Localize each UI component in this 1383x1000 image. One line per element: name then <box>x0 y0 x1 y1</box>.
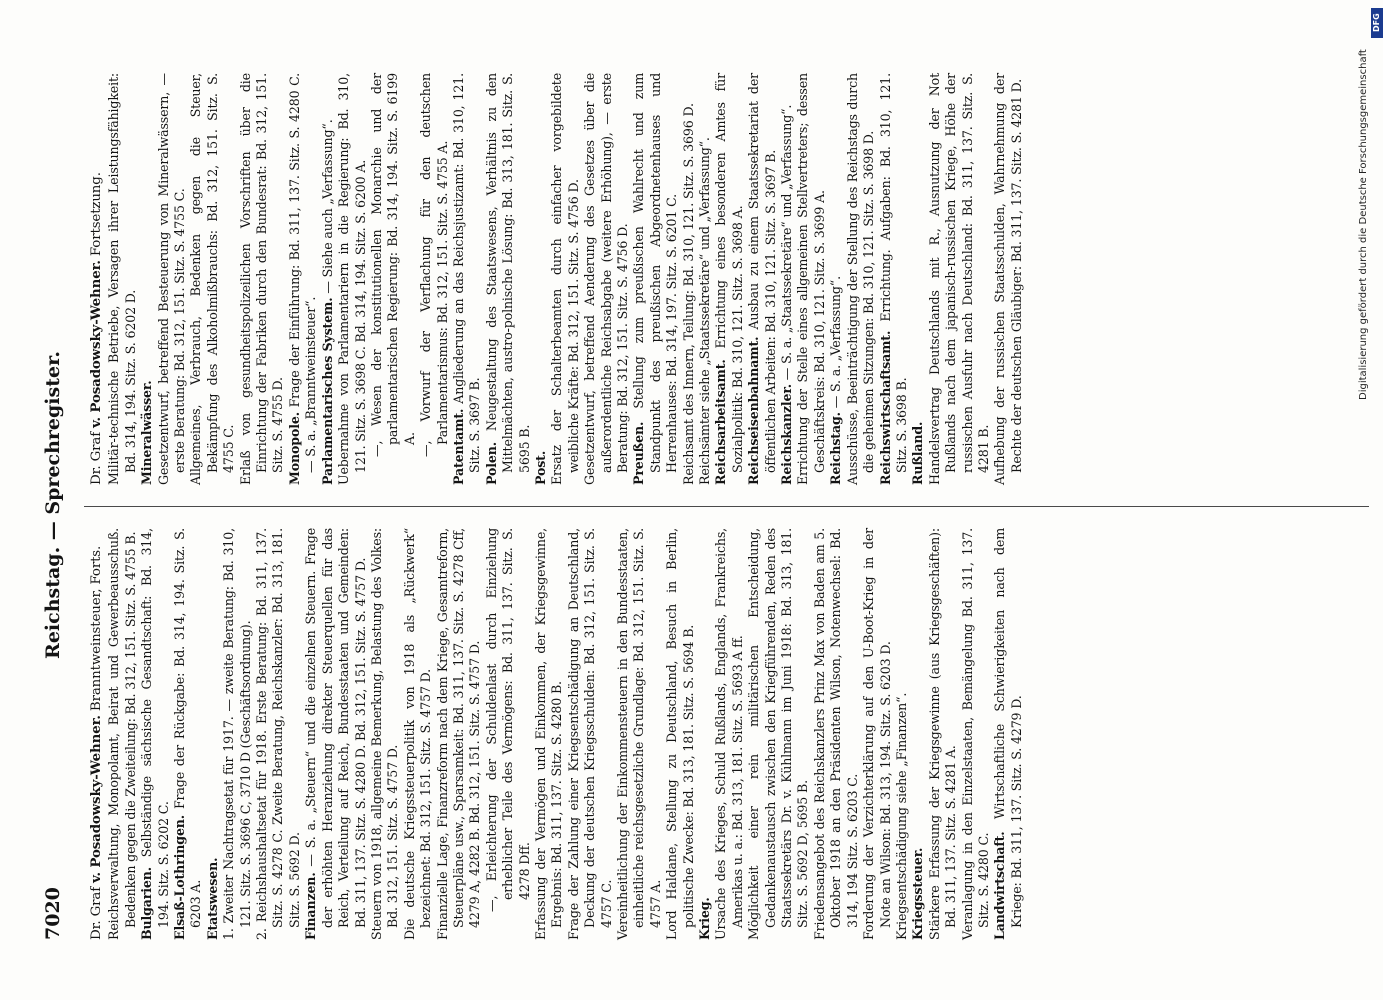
index-entry: Ausschüsse, Beeinträchtigung der Stellung des Reichstags durch die geheimen Sitzungen: Bd. 310, 121. Sitz. S. 3698 D. <box>844 73 877 485</box>
index-entry: Vereinheitlichung der Einkommensteuern in den Bundesstaaten, einheitliche reichsgesetzliche Grundlage: Bd. 312, 151. Sitz. S. 4757 A. <box>615 528 663 940</box>
right-column-heading <box>88 73 105 485</box>
dfg-logo: DFG <box>1371 8 1383 38</box>
heading-prefix: Dr. Graf <box>89 886 104 940</box>
index-entry: Kriegssteuer. <box>910 847 926 940</box>
heading-prefix: Dr. Graf <box>89 431 104 485</box>
index-entry: Aufhebung der russischen Staatsschulden, Wahrnehmung der Rechte der deutschen Gläubiger: Bd. 311, 137. Sitz. S. 4281 D. <box>992 73 1024 485</box>
index-entry: Errichtung der Stelle eines allgemeinen Stellvertreters; dessen Geschäftskreis: Bd. 310, 121. Sitz. S. 3699 A. <box>795 73 827 485</box>
index-entry: Möglichkeit einer rein militärischen Entscheidung, Gedankenaustausch zwischen den Kriegführenden, Reden des Staatssekretärs Dr. v. Kühlmann im Juni 1918: Bd. 313, 181. Sitz. S. 5692 D, 5695 B. <box>746 528 811 940</box>
index-entry: Monopole. Frage der Einführung: Bd. 311, 137. Sitz. S. 4280 C. — S. a. „Branntweinsteuer“. <box>286 73 319 485</box>
digitization-credit: Digitalisierung gefördert durch die Deutsche Forschungsgemeinschaft <box>1358 49 1369 400</box>
index-entry: Preußen. Stellung zum preußischen Wahlrecht und zum Standpunkt des preußischen Abgeordnetenhauses und Herrenhauses: Bd. 314, 197. Sitz. S. 6201 C. <box>631 73 680 485</box>
index-entry: Forderung der Verzichterklärung auf den U-Boot-Krieg in der Note an Wilson: Bd. 313, 194. Sitz. S. 6203 D. <box>861 528 893 940</box>
index-entry: Patentamt. Angliederung an das Reichsjustizamt: Bd. 310, 121. Sitz. S. 3697 B. <box>450 73 483 485</box>
index-entry: Krieg. <box>697 897 713 940</box>
index-entry: Militär-technische Betriebe, Versagen ihrer Leistungsfähigkeit: Bd. 314, 194. Sitz. S. 6202 D. <box>106 73 138 485</box>
index-entry: Bulgarien. Selbständige sächsische Gesandtschaft: Bd. 314, 194. Sitz. S. 6202 C. <box>139 528 171 940</box>
index-entry: Reichsämter siehe „Staatssekretäre“ und „Verfassung“. <box>697 137 713 485</box>
right-entries <box>106 73 1025 485</box>
index-entry: Frage der Zahlung einer Kriegsentschädigung an Deutschland, Deckung der deutschen Kriegsschulden: Bd. 312, 151. Sitz. S. 4757 C. <box>565 528 614 940</box>
index-entry: 2. Reichshaushaltsetat für 1918. Erste Beratung: Bd. 311, 137. Sitz. S. 4278 C. Zweite Beratung, Reichskanzler: Bd. 313, 181. Sitz. S. 5692 D. <box>254 528 302 940</box>
index-entry: Finanzen. — S. a. „Steuern“ und die einzelnen Steuern. Frage der erhöhten Heranziehung direkter Steuerquellen für das Reich, Verteilung auf Reich, Bundesstaaten und Gemeinden: Bd. 311, 137. Sitz. S. 4280 D. Bd. 312, 151. Sitz. S. 4757 D. <box>303 528 368 940</box>
index-entry: Veranlagung in den Einzelstaaten, Bemängelung Bd. 311, 137. Sitz. S. 4280 C. <box>959 528 991 940</box>
page-header <box>42 70 70 940</box>
index-entry: Gesetzentwurf, betreffend Besteuerung von Mineralwässern, — erste Beratung: Bd. 312, 151. Sitz. S. 4755 C. <box>155 73 188 485</box>
index-entry: Steuern von 1918, allgemeine Bemerkung, Belastung des Volkes: Bd. 312, 151. Sitz. S. 4757 D. <box>368 528 401 940</box>
index-entry: Rußland. <box>910 421 926 485</box>
index-entry: Allgemeines, Verbrauch, Bedenken gegen die Steuer, Bekämpfung des Alkoholmißbrauchs: Bd. 312, 151. Sitz. S. 4755 C. <box>188 73 237 485</box>
index-entry: —, Vorwurf der Verflachung für den deutschen Parlamentarismus: Bd. 312, 151. Sitz. S. 4755 A. <box>418 73 450 457</box>
index-entry: Gesetzentwurf, betreffend Aenderung des Gesetzes über die außerordentliche Reichsabgabe (weitere Erhöhung), — erste Beratung: Bd. 312, 151. Sitz. S. 4756 D. <box>582 73 630 485</box>
index-entry: Reichsarbeitsamt. Errichtung eines besonderen Amtes für Sozialpolitik: Bd. 310, 121. Sitz. S. 3698 A. <box>713 73 745 485</box>
index-entry: Reichsverwaltung, Monopolamt, Beirat und Gewerbeausschuß. Bedenken gegen die Zweiteilung: Bd. 312, 151. Sitz. S. 4755 B. <box>106 528 138 940</box>
speaker-name: v. Posadowsky-Wehner. <box>88 715 104 883</box>
index-entry: —, Erleichterung der Schuldenlast durch Einziehung erheblicher Teile des Vermögens: Bd. 311, 137. Sitz. S. 4278 Dff. <box>483 528 532 912</box>
index-entry: Reichswirtschaftsamt. Errichtung. Aufgaben: Bd. 310, 121. Sitz. S. 3698 B. <box>877 73 909 485</box>
index-entry: Ursache des Krieges, Schuld Rußlands, Englands, Frankreichs, Amerikas u. a.: Bd. 313, 181. Sitz. S. 5693 A ff. <box>713 528 745 940</box>
index-entry: Die deutsche Kriegssteuerpolitik von 1918 als „Rückwerk“ bezeichnet: Bd. 312, 151. Sitz. S. 4757 D. <box>401 528 434 940</box>
left-column-heading <box>88 528 105 940</box>
running-title: Reichstag. — Sprechregister. <box>42 351 64 659</box>
heading-suffix: Fortsetzung. <box>89 172 104 257</box>
index-entry: Ersatz der Schalterbeamten durch einfacher vorgebildete weibliche Kräfte: Bd. 312, 151. Sitz. S. 4756 D. <box>549 73 581 485</box>
index-entry: Landwirtschaft. Wirtschaftliche Schwierigkeiten nach dem Kriege: Bd. 311, 137. Sitz. S. 4279 D. <box>992 528 1024 940</box>
left-entries <box>106 528 1025 940</box>
index-entry: Post. <box>532 450 548 485</box>
index-entry: Reichsamt des Innern, Teilung: Bd. 310, 121. Sitz. S. 3696 D. <box>680 103 696 485</box>
index-entry: Elsaß-Lothringen. Frage der Rückgabe: Bd. 314, 194. Sitz. S. 6203 A. <box>172 528 204 940</box>
index-entry: Lord Haldane, Stellung zu Deutschland, Besuch in Berlin, politische Zwecke: Bd. 313, 181. Sitz. S. 5694 B. <box>664 528 696 940</box>
left-column <box>88 528 1025 940</box>
index-entry: Uebernahme von Parlamentariern in die Regierung: Bd. 310, 121. Sitz. S. 3698 C. Bd. 314, 194. Sitz. S. 6200 A. <box>336 73 368 485</box>
index-entry: Erfassung der Vermögen und Einkommen, der Kriegsgewinne, Ergebnis: Bd. 311, 137. Sitz. S. 4280 B. <box>532 528 565 940</box>
column-divider <box>84 506 1369 507</box>
index-entry: Handelsvertrag Deutschlands mit R., Ausnutzung der Not Rußlands nach dem japanisch-russischen Kriege, Höhe der russischen Ausfuhr nach Deutschland: Bd. 311, 137. Sitz. S. 4281 B. <box>926 73 991 485</box>
index-entry: Parlamentarisches System. — Siehe auch „Verfassung“. <box>319 119 335 485</box>
index-entry: Reichskanzler. — S. a. „Staatssekretäre“ und „Verfassung“. <box>779 104 795 485</box>
speaker-name: v. Posadowsky-Wehner. <box>88 260 104 428</box>
index-entry: Friedensangebot des Reichskanzlers Prinz Max von Baden am 5. Oktober 1918 an den Präsidenten Wilson, Notenwechsel: Bd. 314, 194 Sitz. S. 6203 C. <box>811 528 860 940</box>
page-number: 7020 <box>42 887 64 940</box>
index-entry: Reichseisenbahnamt. Ausbau zu einem Staatssekretariat der öffentlichen Arbeiten: Bd. 310, 121. Sitz. S. 3697 B. <box>746 73 778 485</box>
index-entry: Etatswesen. <box>204 857 220 940</box>
index-entry: Stärkere Erfassung der Kriegsgewinne (aus Kriegsgeschäften): Bd. 311, 137. Sitz. S. 4281 A. <box>926 528 959 940</box>
index-entry: Erlaß von gesundheitspolizeilichen Vorschriften über die Einrichtung der Fabriken durch den Bundesrat: Bd. 312, 151. Sitz. S. 4755 D. <box>237 73 286 485</box>
index-entry: —, Wesen der konstitutionellen Monarchie und der parlamentarischen Regierung: Bd. 314, 194. Sitz. S. 6199 A. <box>368 73 417 457</box>
index-entry: Finanzielle Lage, Finanzreform nach dem Kriege, Gesamtreform, Steuerpläne usw., Sparsamkeit: Bd. 311, 137. Sitz. S. 4278 Cff, 4279 A, 4282 B. Bd. 312, 151. Sitz. S. 4757 D. <box>434 528 483 940</box>
index-entry: 1. Zweiter Nachtragsetat für 1917. — zweite Beratung: Bd. 310, 121. Sitz. S. 3696 C, 3710 D (Geschäftsordnung). <box>221 528 253 940</box>
index-entry: Kriegsentschädigung siehe „Finanzen“. <box>893 692 909 940</box>
index-entry: Polen. Neugestaltung des Staatswesens, Verhältnis zu den Mittelmächten, austro-polnische Lösung: Bd. 313, 181. Sitz. S. 5695 B. <box>483 73 532 485</box>
index-entry: Mineralwässer. <box>139 380 155 485</box>
index-entry: Reichstag. — S. a. „Verfassung“. <box>828 276 844 485</box>
right-column <box>88 73 1025 485</box>
heading-suffix: Branntweinsteuer, Forts. <box>89 545 104 712</box>
